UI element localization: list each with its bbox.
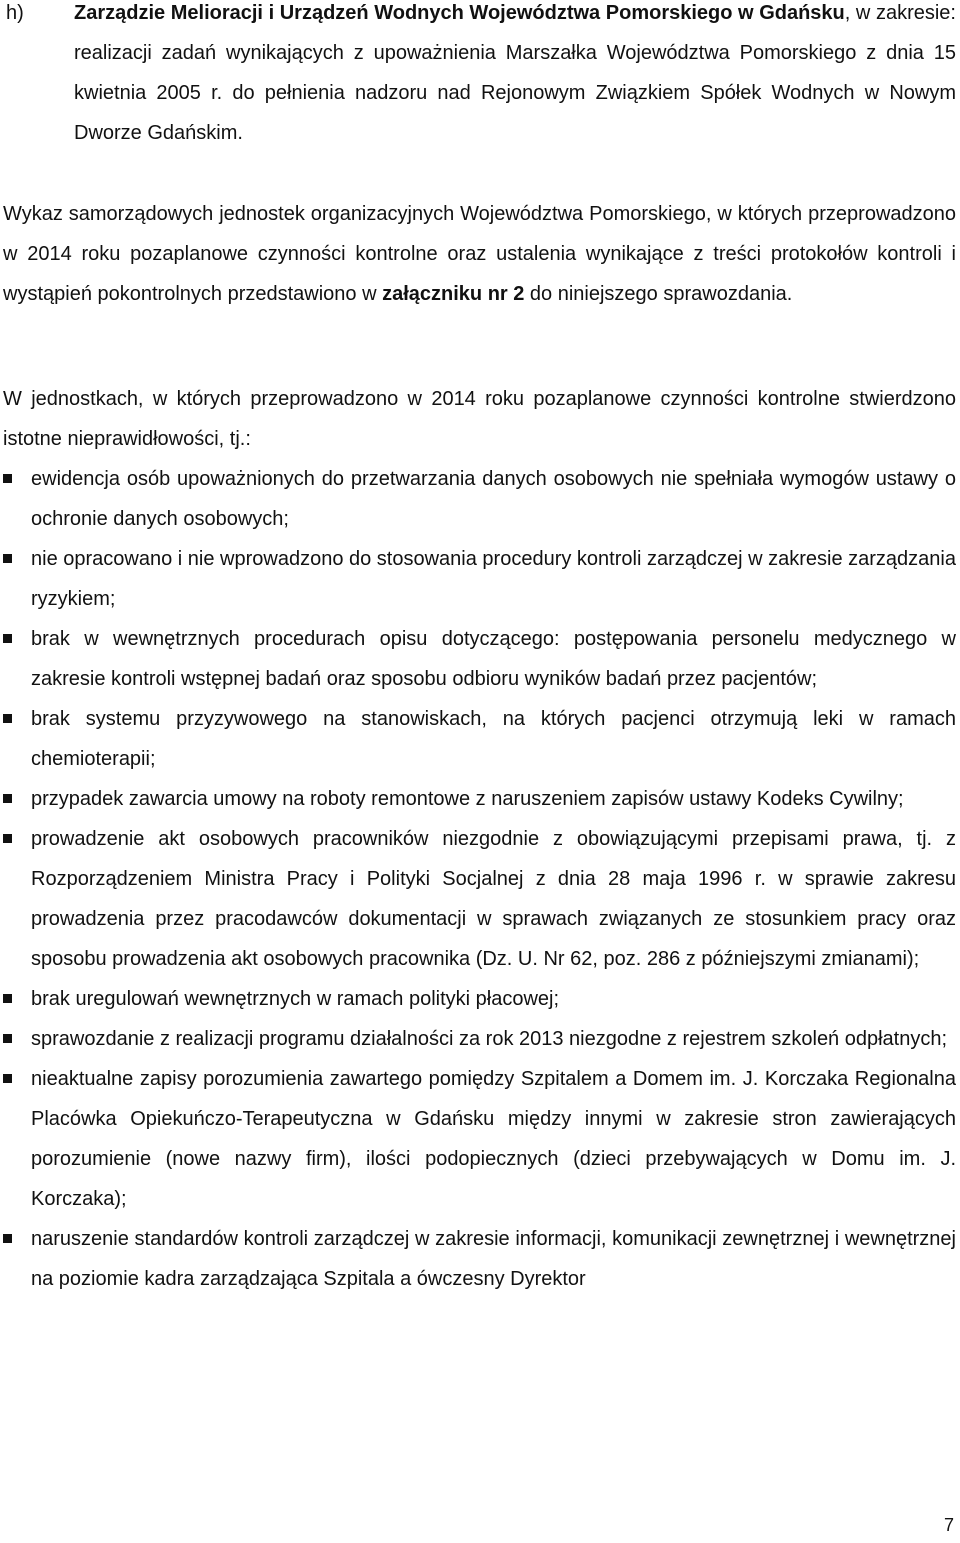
list-item-text: nie opracowano i nie wprowadzono do stosowania procedury kontroli zarządczej w zakresie zarządzania ryzykiem; [31, 548, 956, 610]
list-item-text: prowadzenie akt osobowych pracowników niezgodnie z obowiązującymi przepisami prawa, tj. z Rozporządzeniem Ministra Pracy i Polityki Socjalnej z dnia 28 maja 1996 r. w sprawie zakresu prowadzenia przez pracodawców dokumentacji w sprawach związanych ze stosunkiem pracy oraz sposobu prowadzenia akt osobowych pracownika (Dz. U. Nr 62, poz. 286 z późniejszymi zmianami); [31, 828, 956, 970]
paragraph1-bold: załączniku nr 2 [382, 283, 525, 305]
square-bullet-icon [3, 714, 12, 723]
square-bullet-icon [3, 474, 12, 483]
list-item-text: brak systemu przyzywowego na stanowiskach, na których pacjenci otrzymują leki w ramach chemioterapii; [31, 708, 956, 770]
list-item [3, 979, 956, 1019]
list-item-text: nieaktualne zapisy porozumienia zawartego pomiędzy Szpitalem a Domem im. J. Korczaka Regionalna Placówka Opiekuńczo-Terapeutyczna w Gdańsku między innymi w zakresie stron zawierających porozumienie (nowe nazwy firm), ilości podopiecznych (dzieci przebywających w Domu im. J. Korczaka); [31, 1068, 956, 1210]
square-bullet-icon [3, 834, 12, 843]
paragraph1-after: do niniejszego sprawozdania. [524, 283, 793, 305]
paragraph-attachment-reference [3, 194, 956, 314]
list-item [3, 779, 956, 819]
list-item-text: brak w wewnętrznych procedurach opisu dotyczącego: postępowania personelu medycznego w zakresie kontroli wstępnej badań oraz sposobu odbioru wyników badań przez pacjentów; [31, 628, 956, 690]
square-bullet-icon [3, 1034, 12, 1043]
list-item [3, 459, 956, 539]
list-item-h [6, 0, 956, 153]
list-item-text: przypadek zawarcia umowy na roboty remontowe z naruszeniem zapisów ustawy Kodeks Cywilny; [31, 788, 904, 810]
paragraph-irregularities-intro: W jednostkach, w których przeprowadzono w 2014 roku pozaplanowe czynności kontrolne stwierdzono istotne nieprawidłowości, tj.: [3, 388, 956, 450]
item-label: h) [6, 2, 24, 24]
list-item-text: ewidencja osób upoważnionych do przetwarzania danych osobowych nie spełniała wymogów ustawy o ochronie danych osobowych; [31, 468, 956, 530]
paragraph1-before: Wykaz samorządowych jednostek organizacyjnych Województwa Pomorskiego, w których przeprowadzono w 2014 roku pozaplanowe czynności kontrolne oraz ustalenia wynikające z treści protokołów kontroli i wystąpień pokontrolnych przedstawiono w [3, 203, 956, 305]
square-bullet-icon [3, 1074, 12, 1083]
item-bold-lead: Zarządzie Melioracji i Urządzeń Wodnych Województwa Pomorskiego w Gdańsku [74, 2, 845, 24]
item-rest: , w zakresie: realizacji zadań wynikających z upoważnienia Marszałka Województwa Pomorskiego z dnia 15 kwietnia 2005 r. do pełnienia nadzoru nad Rejonowym Związkiem Spółek Wodnych w Nowym Dworze Gdańskim. [74, 2, 956, 144]
page-number: 7 [943, 1515, 954, 1535]
list-item [3, 1219, 956, 1299]
list-item [3, 1019, 956, 1059]
list-item-text: sprawozdanie z realizacji programu działalności za rok 2013 niezgodne z rejestrem szkoleń odpłatnych; [31, 1028, 948, 1050]
list-item [3, 1059, 956, 1219]
list-item [3, 539, 956, 619]
list-item-text: brak uregulowań wewnętrznych w ramach polityki płacowej; [31, 988, 560, 1010]
list-item [3, 619, 956, 699]
list-item [3, 819, 956, 979]
square-bullet-icon [3, 794, 12, 803]
list-item [3, 699, 956, 779]
square-bullet-icon [3, 634, 12, 643]
list-item-text: naruszenie standardów kontroli zarządczej w zakresie informacji, komunikacji zewnętrznej i wewnętrznej na poziomie kadra zarządzająca Szpitala a ówczesny Dyrektor [31, 1228, 956, 1290]
square-bullet-icon [3, 1234, 12, 1243]
square-bullet-icon [3, 554, 12, 563]
item-text [74, 0, 956, 153]
square-bullet-icon [3, 994, 12, 1003]
findings-list [3, 459, 956, 1299]
